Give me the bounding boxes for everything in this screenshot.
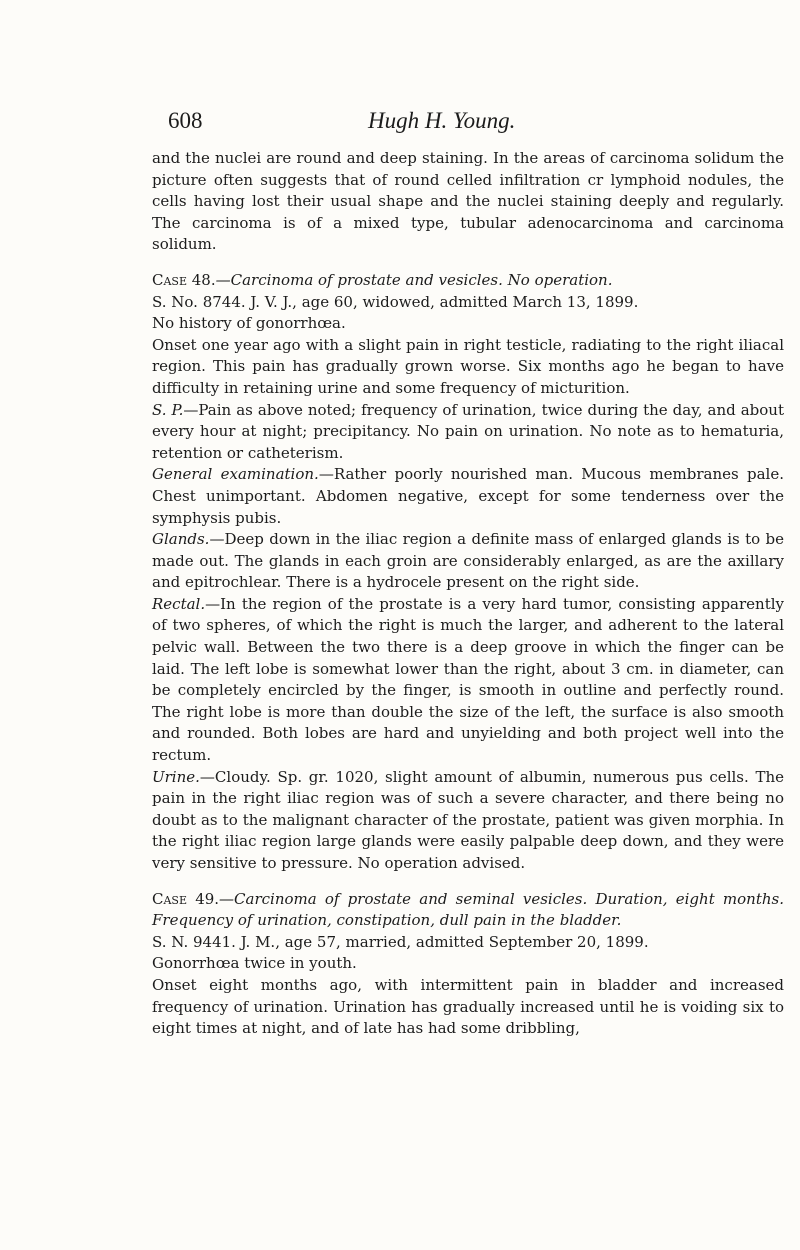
paragraph [152,767,784,875]
case-49-heading [152,889,784,932]
paragraph: S. No. 8744. J. V. J., age 60, widowed, admitted March 13, 1899. [152,292,639,311]
section-label: Glands. [152,530,210,549]
running-title-author: Hugh H. Young. [368,108,516,133]
paragraph: No history of gonorrhœa. [152,314,346,333]
case-title: —Carcinoma of prostate and seminal vesicles. Duration, eight months. Frequency of urination, constipation, dull pain in the bladder. [152,889,784,930]
section-text: —In the region of the prostate is a very hard tumor, consisting apparently of two spheres, of which the right is much the larger, and adherent to the lateral pelvic wall. Between the two there is a deep groove in which the finger can be laid. The left lobe is somewhat lower than the right, about 3 cm. in diameter, can be completely encircled by the finger, is smooth in outline and perfectly round. The right lobe is more than double the size of the left, the surface is also smooth and rounded. Both lobes are hard and unyielding and both project well into the rectum. [152,594,784,765]
case-label: Case 48. [152,270,216,289]
paragraph: Gonorrhœa twice in youth. [152,954,357,973]
paragraph [152,529,784,594]
section-label: General examination. [152,465,319,484]
page-number: 608 [168,108,203,133]
paragraph: S. N. 9441. J. M., age 57, married, admitted September 20, 1899. [152,932,649,951]
case-48-heading [152,270,784,292]
paragraph: Onset one year ago with a slight pain in right testicle, radiating to the right iliacal region. This pain has gradually grown worse. Six months ago he began to have difficulty in retaining urine and some frequency of micturition. [152,335,784,397]
paragraph [152,594,784,767]
section-text: —Rather poorly nourished man. Mucous membranes pale. Chest unimportant. Abdomen negative, except for some tenderness over the symphysis pubis. [152,465,785,527]
case-title: —Carcinoma of prostate and vesicles. No operation. [215,270,613,289]
running-header [0,108,800,138]
section-label: Urine. [152,767,200,786]
section-label: S. P. [152,400,184,419]
paragraph [152,400,784,465]
case-label: Case 49. [152,889,220,908]
section-text: —Pain as above noted; frequency of urination, twice during the day, and about every hour at night; precipitancy. No pain on urination. No note as to hematuria, retention or catheterism. [152,400,784,462]
body-text [152,148,784,1040]
section-text: —Cloudy. Sp. gr. 1020, slight amount of albumin, numerous pus cells. The pain in the right iliac region was of such a severe character, and there being no doubt as to the malignant character of the prostate, patient was given morphia. In the right iliac region large glands were easily palpable deep down, and they were very sensitive to pressure. No operation advised. [152,767,784,872]
section-text: —Deep down in the iliac region a definite mass of enlarged glands is to be made out. The glands in each groin are considerably enlarged, as are the axillary and epitrochlear. There is a hydrocele present on the right side. [152,530,784,592]
paragraph: and the nuclei are round and deep staining. In the areas of carcinoma solidum the picture often suggests that of round celled infiltration cr lymphoid nodules, the cells having lost their usual shape and the nuclei staining deeply and regularly. The carcinoma is of a mixed type, tubular adenocarcinoma and carcinoma solidum. [152,149,784,254]
paragraph [152,464,784,529]
paragraph: Onset eight months ago, with intermittent pain in bladder and increased frequency of urination. Urination has gradually increased until he is voiding six to eight times at night, and of late has had some dribbling, [152,975,784,1038]
section-label: Rectal. [152,594,206,613]
